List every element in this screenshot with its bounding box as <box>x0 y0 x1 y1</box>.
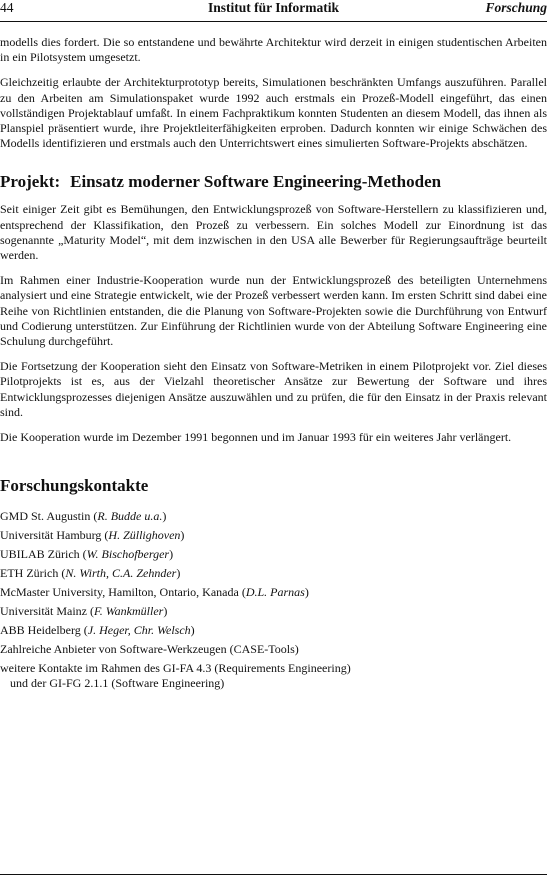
header-title: Institut für Informatik <box>207 0 339 15</box>
project-paragraph-3: Die Fortsetzung der Kooperation sieht den Einsatz von Software-Metriken in einem Pilotprojekt vor. Ziel dieses Pilotprojekts ist es, aus der Vielzahl theoretischer Ansätze zur Bewertung der Software und ihres Entwicklungsprozesses diejenigen Ansätze auszuwählen und zu prüfen, die für den Einsatz in der Praxis relevant sind. <box>0 359 547 419</box>
contact-item: ABB Heidelberg (J. Heger, Chr. Welsch) <box>0 623 195 638</box>
contact-item: McMaster University, Hamilton, Ontario, Kanada (D.L. Parnas) <box>0 585 309 600</box>
contact-further-line-2: und der GI-FG 2.1.1 (Software Engineering) <box>10 676 225 691</box>
contact-further-line-1: weitere Kontakte im Rahmen des GI-FA 4.3 (Requirements Engineering) <box>0 661 351 676</box>
intro-paragraph-1: modells dies fordert. Die so entstandene und bewährte Architektur wird derzeit in einigen studentischen Arbeiten in ein Pilotsystem umgesetzt. <box>0 35 547 65</box>
contact-item: Zahlreiche Anbieter von Software-Werkzeugen (CASE-Tools) <box>0 642 299 657</box>
contact-item: GMD St. Augustin (R. Budde u.a.) <box>0 509 167 524</box>
project-paragraph-4: Die Kooperation wurde im Dezember 1991 begonnen und im Januar 1993 für ein weiteres Jahr verlängert. <box>0 430 512 445</box>
project-heading-label: Projekt: <box>0 172 61 192</box>
contact-item: Universität Mainz (F. Wankmüller) <box>0 604 168 619</box>
contact-item-further <box>0 661 547 691</box>
project-paragraph-1: Seit einiger Zeit gibt es Bemühungen, den Entwicklungsprozeß von Software-Herstellern zu klassifizieren und, entsprechend der Klassifikation, den Prozeß zu verbessern. Ein solches Modell zur Einordnung ist das sogenannte „Maturity Model“, mit dem inzwischen in den USA alle Bewerber für Regierungsaufträge beurteilt werden. <box>0 202 547 263</box>
page-number: 44 <box>0 0 14 15</box>
intro-paragraph-2: Gleichzeitig erlaubte der Architekturprototyp bereits, Simulationen beschränkten Umfangs auszuführen. Parallel zu den Arbeiten am Simulationspaket wurde 1992 auch erstmals ein Prozeß-Modell eingeführt, das einen vollständigen Projektablauf umfaßt. In einem Fachpraktikum konnten Studenten an diesem Modell, das ihnen als Planspiel präsentiert wurde, ihre Projektleiterfähigkeiten erproben. Dadurch konnten wir einige Schwächen des Modells identifizieren und erstmals auch den Unterrichtswert eines simulierten Software-Projekts abschätzen. <box>0 75 547 151</box>
project-heading-title: Einsatz moderner Software Engineering-Methoden <box>70 172 442 192</box>
contacts-list <box>0 509 547 691</box>
header-rule <box>0 21 547 22</box>
project-paragraph-2: Im Rahmen einer Industrie-Kooperation wurde nun der Entwicklungsprozeß des beteiligten Unternehmens analysiert und eine Strategie entwickelt, wie der Prozeß verbessert werden kann. Im ersten Schritt sind dabei eine Reihe von Richtlinien entstanden, die die Planung von Software-Projekten sowie die Durchführung von Entwurf und Codierung unterstützen. Zur Einführung der Richtlinien wurde von der Abteilung Software Engineering eine Schulung durchgeführt. <box>0 273 547 349</box>
contact-item: ETH Zürich (N. Wirth, C.A. Zehnder) <box>0 566 181 581</box>
contact-item: Universität Hamburg (H. Züllighoven) <box>0 528 185 543</box>
footer-rule <box>0 874 547 875</box>
running-header <box>0 0 547 20</box>
header-section: Forschung <box>485 0 547 15</box>
project-heading <box>0 172 547 192</box>
page-body <box>0 35 547 695</box>
contact-item: UBILAB Zürich (W. Bischofberger) <box>0 547 174 562</box>
contacts-heading: Forschungskontakte <box>0 476 149 496</box>
